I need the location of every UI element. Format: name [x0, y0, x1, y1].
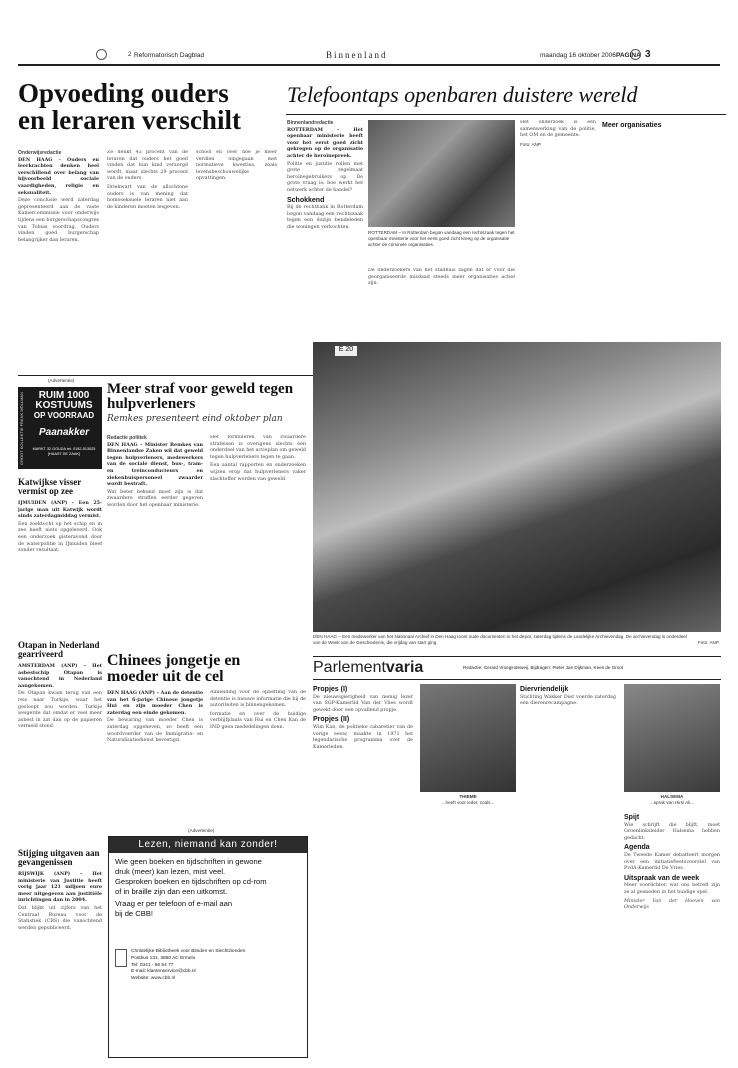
story7-body1: De bewaring van moeder Chen is zaterdag opgeheven, zo heeft een woordvoerder van de Immigratie- en Naturalisatiedienst bevestigd.: [107, 718, 203, 744]
story7-headline-line2: moeder uit de cel: [107, 668, 224, 685]
story7-body3: formatie en over de huidige verblijfplaats van Hui en Chen Kan de IND geen mededelingen doen.: [210, 711, 306, 730]
story-geweld: [107, 382, 307, 424]
story2-sub1: Schokkend: [287, 196, 325, 204]
story1-body2: Ze denkt 43 procent van de leraren dat ouders het goed vinden dat hun kind verzorgd wordt, maar slechts 29 procent van de ouders.: [107, 150, 188, 182]
advert2-web[interactable]: www.cbb.nl: [150, 976, 176, 982]
advert2-org: Christelijke Bibliotheek voor Blinden en Slechtzienden: [131, 949, 246, 954]
story6-body3: Een aantal rapporten en onderzoeken wijzen erop dat hulpverleners vaker slachtoffer worden van geweld.: [210, 463, 306, 482]
story6-col2: [210, 435, 306, 630]
fold-mark-left: [96, 49, 107, 60]
parlementaria-byline: Minister Van der Hoeven van Onderwijs: [624, 898, 720, 911]
story2-photo-caption: ROTTERDAM – In Rotterdam begon vandaag een rechtszaak tegen het openbaar ministerie voor het eerst goed zicht kreeg op de organisatie achter de criminele organisaties.: [368, 230, 515, 247]
advert2-address: Postbus 131, 3850 AC Ermelo: [131, 955, 196, 961]
advert2-body-line1: Wie geen boeken en tijdschriften in gewone: [115, 857, 262, 866]
parlementaria-body2: Wim Kan, de politieke cabaretier van de vorige eeuw, maakte in 1971 het legendarische programma over de Kamerleden.: [313, 724, 413, 750]
story7-col1: [107, 690, 203, 825]
story7-body2: Aanleiding voor de opheffing van de detentie is nieuwe informatie die bij de autoriteiten is binnengekomen.: [210, 690, 306, 709]
story3-body: Een zoektocht op het schip en in zee heeft niets opgeleverd. Ook een onderzoek gisteravond door de waterpolitie in IJmuiden bleef zonder resultaat.: [18, 521, 102, 554]
header-section: Binnenland: [326, 50, 388, 60]
story5-body: Dat blijkt uit cijfers van het Centraal Bureau voor de Statistiek (CBS) die vanochtend werden gepubliceerd.: [18, 905, 102, 931]
story6-kicker: Redactie politiek: [107, 435, 147, 441]
header-paper-name: Reformatorisch Dagblad: [134, 52, 205, 59]
advert2-body-line5: Vraag er per telefoon of e-mail aan: [115, 899, 233, 908]
story6-lead: DEN HAAG – Minister Remkes van Binnenlandse Zaken wil dat geweld tegen hulpverleners, medewerkers van de sociale dienst, bus-, tram- en treinconducteurs en ziekenhuispersoneel zwaarder wordt bestraft.: [107, 441, 203, 488]
parlementaria-sub4: Spijt: [624, 814, 640, 821]
parlementaria-body6: Meer voorlichter, wat ons betreft zijn ze al gesneden in het huidige spel.: [624, 883, 720, 895]
advert2-phone-label: Tel:: [131, 962, 139, 968]
advert2-web-label: Website:: [131, 976, 150, 982]
story7-headline-line1: Chinees jongetje en: [107, 652, 241, 669]
advert2-title: Lezen, niemand kan zonder!: [109, 837, 307, 853]
story-opvoeding: [18, 80, 283, 134]
story6-col1: [107, 435, 203, 630]
parlementaria-body1: De nieuwsgierigheid van menig lezer van SGP-Kamerlid Van der Vlies wordt gewekt door een opvallend propje.: [313, 694, 413, 713]
advert2-email-label: E-mail:: [131, 969, 146, 975]
story2-sub2: Meer organisaties: [602, 122, 662, 129]
archive-photo: [313, 342, 721, 632]
advert1-label: (Advertentie): [48, 378, 75, 383]
story-gevangenissen: [18, 849, 102, 1061]
advert2-body-line4: of in braille zijn dan een uitkomst.: [115, 887, 228, 896]
parlementaria-col1: [313, 684, 413, 1054]
advert1-brand: Paanakker: [38, 427, 90, 438]
parlementaria-body3: Stichting Wakker Dier voerde zaterdag een dierenrecampagne.: [520, 694, 616, 707]
story2-body2: Bij de rechtbank in Rotterdam begon vandaag een rechtszaak tegen een dozijn bendeleden die woningen verkochten.: [287, 205, 363, 230]
parlementaria-body4: Wie schrijft die blijft, moet Groenlinksleider Halsema hebben gedacht.: [624, 822, 720, 841]
advert2-email[interactable]: klantenservice@cbb.nl: [147, 969, 196, 975]
advert1-box: [18, 387, 102, 469]
story-chinees: [107, 653, 312, 685]
story2-kicker: Binnenlandredactie: [287, 120, 334, 126]
parlementaria-title-part2: varia: [385, 659, 424, 676]
story6-subtitle: Remkes presenteert eind oktober plan: [107, 414, 283, 424]
story1-col3: [196, 150, 277, 370]
halsema-photo: [624, 684, 720, 792]
advert1-line1: RUIM 1000: [38, 390, 90, 401]
advert1-side-text: GROOT KOLLEKTIE FRANK MÖLLMAN: [19, 391, 24, 465]
parlementaria-sub3: Diervriendelijk: [520, 686, 569, 693]
story2-col4: [602, 120, 722, 370]
story1-body1: Deze conclusie werd zaterdag gepresenteerd aan de vaste Kamercommissie voor onderwijs tijdens een burgerschapscongres van Tobias voordrag. Ouders vinden goed burgerschap belangrijker dan leraren.: [18, 198, 99, 243]
story2-col3: [520, 120, 596, 370]
story1-col2: [107, 150, 188, 370]
story6-headline: Meer straf voor geweld tegen hulpverleners: [107, 381, 294, 412]
parlementaria-credits: Redactie: Gerard Vroegindeweij. Bijdragen: Pieter Jan Dijkman, Kees de Groot: [463, 665, 624, 670]
header-page-number: 3: [645, 49, 651, 60]
story2-col1: [287, 120, 363, 370]
story5-headline: Stijging uitgaven aan gevangenissen: [18, 848, 100, 867]
parlementaria-col3: [520, 684, 616, 1054]
halsema-label: HALSEMA: [660, 794, 684, 799]
parlementaria-header: [313, 656, 721, 680]
advert2-body-line6: bij de CBB!: [115, 909, 153, 918]
parlementaria-col4: [624, 812, 720, 1052]
advert2-body: [115, 857, 303, 919]
story1-body4: school en over hoe je meer verdien omgegaan met normatieve kwesties, zoals levensbeschouwelijke opvattingen.: [196, 150, 277, 182]
thieme-photo: [420, 684, 516, 792]
story2-lead: ROTTERDAM – Het openbaar ministerie heeft voor het eerst goed zicht gekregen op de organisatie achter de heroïnepreek.: [287, 126, 363, 159]
parlementaria-sub6: Uitspraak van de week: [624, 874, 700, 882]
story7-col2: [210, 690, 306, 825]
advert2-phone[interactable]: 0341 - 56 54 77: [139, 962, 174, 968]
advert2-body-line3: Gesproken boeken en tijdschriften op cd-rom: [115, 877, 267, 886]
story3-lead: IJMUIDEN (ANP) – Een 25-jarige man uit Katwijk wordt sinds zaterdagmiddag vermist.: [18, 500, 102, 520]
archive-photo-label: E 20: [335, 346, 357, 356]
thieme-label: THIEME: [459, 794, 477, 799]
headline-line2: en leraren verschilt: [18, 105, 241, 135]
story2-photo-credit: Foto: ANP: [520, 141, 541, 147]
header-date: maandag 16 oktober 2006: [540, 52, 616, 59]
header-page-label: PAGINA: [616, 52, 641, 59]
thieme-caption: ...heeft voor ieder, zoals...: [441, 800, 495, 805]
header-left-page: 2: [128, 52, 132, 58]
halsema-caption: ...sprak van Hirsi Ali...: [649, 800, 695, 805]
story4-headline: Otapan in Nederland gearriveerd: [18, 640, 100, 659]
parlementaria-body5: De Tweede Kamer debatteert morgen over een initiatiefwetsvoorstel van PvdA-Kamerlid De Vries.: [624, 852, 720, 872]
parlementaria-sub5: Agenda: [624, 844, 650, 852]
story2-photo: [368, 120, 515, 227]
advert2-contact: [131, 949, 303, 983]
cbb-logo: [115, 949, 127, 967]
story-katwijk: [18, 478, 102, 590]
story2-body1: Politie en justitie rollen met grote regelmaat heroïnegebruikers op. De grote vraag is: hoe werkt het netwerk achter de handel?: [287, 161, 363, 193]
advert2-body-line2: druk (meer) kan lezen, mist veel.: [115, 867, 226, 876]
story4-body: De Otapan kwam terug van een reis naar Turkije, waar het gesloopt zou worden. Turkije weigerde dat omdat er veel meer asbest in zat dan op de papieren vermeld stond.: [18, 691, 102, 730]
story5-lead: RIJSWIJK (ANP) – Het ministerie van Justitie heeft vorig jaar 121 miljoen euro meer uitgegeven aan justitiële inrichtingen dan in 2004.: [18, 871, 102, 904]
header-rule: [18, 64, 720, 66]
story1-kicker: Onderwijsredactie: [18, 150, 62, 156]
parlementaria-sub2: Propjes (II): [313, 716, 350, 724]
advert1-footer: MARKT 32 GOUDA tel. 0182-513025 [HAAST DE ZAAK]: [32, 447, 96, 456]
advert1-line3: OP VOORRAAD: [33, 411, 95, 420]
story2-body3: De onderzoekers van het stadhuis zagen dat er voor die georganiseerde misdaad steeds meer organisaties actief zijn.: [368, 268, 515, 287]
parlementaria-sub1: Propjes (I): [313, 686, 348, 693]
advert1-line2: KOSTUUMS: [35, 400, 93, 411]
story2-rule: [286, 114, 726, 115]
story6-body2: Het formuleren van zwaardere strafeisen is overigens slechts één onderdeel van het actieplan om geweld tegen hulpverleners tegen te gaan.: [210, 435, 306, 460]
story4-lead: AMSTERDAM (ANP) – Het asbestschip Otapan is vanochtend in Nederland aangekomen.: [18, 663, 102, 689]
story2-headline: Telefoontaps openbaren duistere wereld: [287, 82, 638, 107]
advert2-box: [108, 836, 308, 1058]
story1-col1: [18, 150, 99, 370]
story1-body3: Driekwart van de allochtone ouders is van mening dat homoseksuele leraren niet aan de kinderen moeten lesgeven.: [107, 184, 188, 210]
story-otapan: [18, 641, 102, 813]
story6-body1: Wat beter bekend moet zijn is dat zwaardere straffen eerder gegeven worden door het openbaar ministerie.: [107, 489, 203, 508]
archive-photo-caption: DEN HAAG – Een medewerker van het Nationaal Archief in Den Haag toont oude documenten in het depot, zaterdag tijdens de Landelijke Archievendag. De archievendag is onderdeel van de Week van de Geschiedenis, die vrijdag van start ging.: [313, 634, 687, 645]
archive-photo-credit: Foto: ANP: [698, 640, 719, 645]
headline-line1: Opvoeding ouders: [18, 78, 229, 108]
story3-headline: Katwijkse visser vermist op zee: [18, 477, 82, 496]
story7-lead: DEN HAAG (ANP) – Aan de detentie van het 6-jarige Chinese jongetje Hui en zijn moeder Chen is zaterdag een einde gekomen.: [107, 690, 203, 716]
story2-body4: Het onderzoek is een samenwerking van de politie, het OM en de gemeente.: [520, 120, 596, 139]
advert2-label: (Advertentie): [188, 828, 215, 833]
story1-lead: DEN HAAG – Ouders en leerkrachten denken heel verschillend over belang van bijvoorbeeld sociale vaardigheden, religie en seksualiteit.: [18, 156, 99, 196]
parlementaria-title: [313, 659, 423, 677]
parlementaria-title-part1: Parlement: [313, 659, 386, 676]
